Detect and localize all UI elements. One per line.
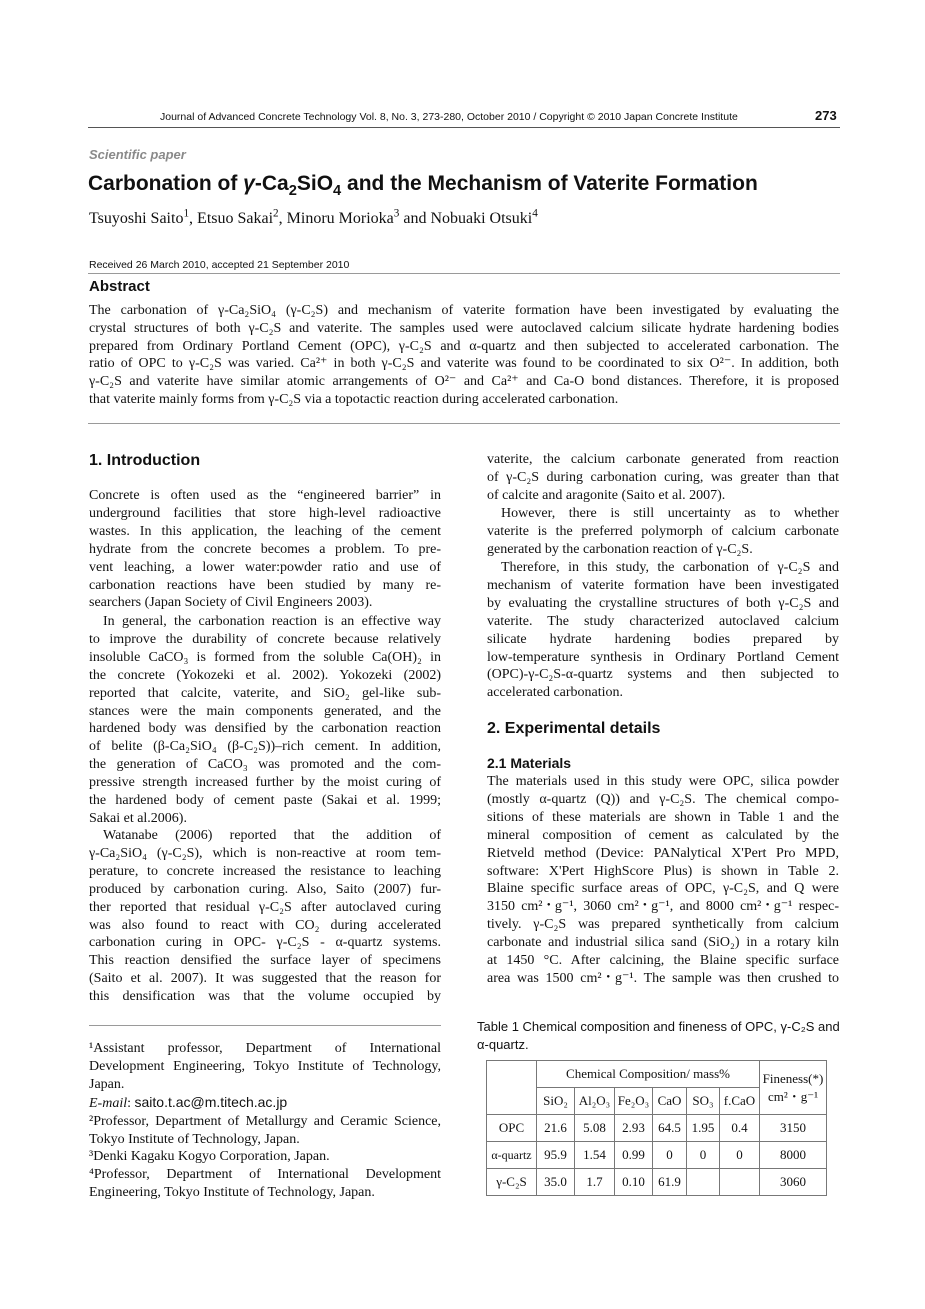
text-line: of belite (β-Ca₂SiO₄ (β-C₂S))–rich cement. In addition, [89, 739, 441, 755]
text-line: hardened body was densified by the carbonation reaction [89, 721, 441, 737]
text-line: mineral composition of cement as calculated by the [487, 827, 839, 843]
table-cell: 0.10 [615, 1169, 653, 1196]
text-line: vent leaching, a lower water:powder ratio and use of [89, 559, 441, 575]
section-heading-experimental: 2. Experimental details [487, 720, 661, 737]
paper-title: Carbonation of $\gamma-Ca_2SiO_4$ and the Mechanism of Vaterite Formation [88, 172, 758, 200]
footnote-divider [89, 1025, 441, 1026]
table-cell: 35.0 [537, 1169, 575, 1196]
text-line: sitions of these materials are shown in Table 1 and the [487, 809, 839, 825]
abstract-line: The carbonation of γ-Ca₂SiO₄ (γ-C₂S) and mechanism of vaterite formation have been investigated by evaluating the [89, 303, 839, 318]
table-cell: 1.95 [687, 1115, 720, 1142]
author: Minoru Morioka$^3$ [286, 207, 400, 227]
table-cell: 0 [720, 1142, 760, 1169]
section-heading-introduction: 1. Introduction [89, 452, 201, 469]
text-line: Therefore, in this study, the carbonation of γ-C₂S and [501, 560, 839, 575]
text-line: by evaluating the crystalline structures of both γ-C₂S and [487, 595, 839, 611]
abstract-body [89, 302, 839, 409]
text-line: underground facilities that store high-level radioactive [89, 505, 441, 521]
text-line: mechanism of vaterite formation have been investigated [487, 577, 839, 593]
table-cell: 1.7 [575, 1169, 615, 1196]
text-line: software: X'Pert HighScore Plus) is shown in Table 2. [487, 863, 839, 879]
table-cell: 0.99 [615, 1142, 653, 1169]
text-line: the hardened body of cement paste (Sakai et al. 1999; [89, 793, 441, 809]
text-line: reported that calcite, vaterite, and SiO₂ gel-like sub- [89, 685, 441, 701]
text-line: However, there is still uncertainty as to whether [501, 506, 839, 521]
text-line: γ-Ca₂SiO₄ (γ-C₂S), which is non-reactive at room tem- [89, 845, 441, 861]
text-line: vaterite is the preferred polymorph of calcium carbonate [487, 523, 839, 539]
table-column-header: CaO [653, 1088, 687, 1115]
table-cell: 64.5 [653, 1115, 687, 1142]
table-row [487, 1169, 827, 1196]
table-cell: 1.54 [575, 1142, 615, 1169]
text-line: low-temperature synthesis in Ordinary Portland Cement [487, 649, 839, 665]
text-line: Rietveld method (Device: PANalytical X'Pert Pro MPD, [487, 845, 839, 861]
table-cell: 0.4 [720, 1115, 760, 1142]
text-line: the concrete (Yokozeki et al. 2002). Yokozeki (2002) [89, 667, 441, 683]
text-line: silicate hydrate hardening bodies prepared by [487, 631, 839, 647]
text-line: carbonation reactions have been studied by many re- [89, 577, 441, 593]
text-line: this densification was that the volume occupied by [89, 989, 441, 1005]
abstract-bottom-divider [88, 423, 840, 424]
table-cell [720, 1169, 760, 1196]
header-divider [88, 127, 840, 128]
text-line: insoluble CaCO₃ is formed from the soluble Ca(OH)₂ in [89, 649, 441, 665]
page-number: 273 [815, 108, 837, 123]
table-group-header: Chemical Composition/ mass% [537, 1061, 760, 1088]
text-line: (Saito et al. 2007). It was suggested that the reason for [89, 971, 441, 987]
text-line: tively. γ-C₂S was prepared synthetically from calcium [487, 917, 839, 933]
text-line: area was 1500 cm²･g⁻¹. The sample was then crushed to [487, 970, 839, 986]
text-line: 3150 cm²･g⁻¹, 3060 cm²･g⁻¹, and 8000 cm²･g⁻¹ respec- [487, 899, 839, 915]
text-line: of calcite and aragonite (Saito et al. 2007). [487, 487, 726, 503]
table-row-label: α-quartz [487, 1142, 537, 1169]
table-cell [687, 1169, 720, 1196]
footnote-4: ⁴Professor, Department of International Development Engineering, Tokyo Institute of Technology, Japan. [89, 1167, 441, 1201]
abstract-line: that vaterite mainly forms from γ-C₂S via a topotactic reaction during accelerated carbonation. [89, 391, 619, 407]
table-cell: 61.9 [653, 1169, 687, 1196]
text-line: (OPC)-γ-C₂S-α-quartz systems and then subjected to [487, 667, 839, 683]
footnote-2: ²Professor, Department of Metallurgy and Ceramic Science, Tokyo Institute of Technology, Japan. [89, 1113, 441, 1147]
text-line: was also found to react with CO₂ during accelerated [89, 917, 441, 933]
table-row [487, 1115, 827, 1142]
right-paragraph-1 [487, 451, 839, 505]
text-line: Watanabe (2006) reported that the addition of [103, 828, 441, 843]
abstract-line: ratio of OPC to γ-C₂S was varied. Ca²⁺ in both γ-C₂S and vaterite was found to be coordinated to six O²⁻. In addition, both [89, 356, 839, 372]
text-line: Concrete is often used as the “engineered barrier” in [89, 488, 441, 503]
text-line: vaterite, the calcium carbonate generated from reaction [487, 452, 839, 467]
text-line: produced by carbonation curing. Also, Saito (2007) fur- [89, 881, 441, 897]
intro-paragraph-2 [89, 613, 441, 828]
intro-paragraph-1 [89, 487, 441, 612]
footnotes [89, 1040, 441, 1202]
author: Tsuyoshi Saito$^1$ [89, 207, 190, 227]
text-line: The materials used in this study were OPC, silica powder [487, 774, 839, 789]
email-link[interactable]: saito.t.ac@m.titech.ac.jp [134, 1093, 288, 1110]
abstract-heading: Abstract [89, 278, 150, 295]
table-fineness-header: Fineness(*) cm² ･ g⁻¹ [760, 1061, 827, 1115]
text-line: carbonation curing in OPC- γ-C₂S - α-quartz systems. [89, 935, 441, 951]
text-line: of γ-C₂S during carbonation curing, was greater than that [487, 469, 839, 485]
table-cell: 5.08 [575, 1115, 615, 1142]
text-line: searchers (Japan Society of Civil Engineers 2003). [89, 595, 373, 611]
footnote-email: E-mail: saito.t.ac@m.titech.ac.jp [89, 1093, 288, 1111]
table-column-header: SiO₂ [537, 1088, 575, 1115]
abstract-top-divider [88, 273, 840, 274]
table-cell: 95.9 [537, 1142, 575, 1169]
author: Nobuaki Otsuki$^4$ [430, 207, 538, 227]
abstract-line: crystal structures of both γ-C₂S and vaterite. The samples used were autoclaved calcium silicate hydrate hardening bodies [89, 320, 839, 336]
table-header-row [487, 1061, 827, 1088]
text-line: at 1450 °C. After calcining, the Blaine specific surface [487, 953, 839, 969]
table-column-header: SO₃ [687, 1088, 720, 1115]
table-1 [486, 1060, 827, 1196]
right-paragraph-3 [487, 559, 839, 702]
text-line: This reaction densified the surface layer of specimens [89, 953, 441, 969]
text-line: vaterite. The study characterized autoclaved calcium [487, 613, 839, 629]
text-line: Sakai et al.2006). [89, 810, 187, 826]
text-line: In general, the carbonation reaction is an effective way [103, 614, 441, 629]
text-line: the generation of CaCO₃ was promoted and the com- [89, 757, 441, 773]
text-line: Blaine specific surface areas of OPC, γ-C₂S, and Q were [487, 881, 839, 897]
subsection-heading-materials: 2.1 Materials [487, 755, 572, 771]
table-column-header: f.CaO [720, 1088, 760, 1115]
table-row [487, 1142, 827, 1169]
paper-type: Scientific paper [89, 147, 186, 162]
table-cell-fineness: 3150 [760, 1115, 827, 1142]
text-line: ther reported that residual γ-C₂S after autoclaved curing [89, 899, 441, 915]
text-line: to improve the durability of concrete because relatively [89, 631, 441, 647]
table-cell-fineness: 8000 [760, 1142, 827, 1169]
footnote-1: ¹Assistant professor, Department of International Development Engineering, Tokyo Institute of Technology, Japan. [89, 1041, 441, 1092]
text-line: generated by the carbonation reaction of γ-C₂S. [487, 541, 753, 557]
received-date: Received 26 March 2010, accepted 21 September 2010 [89, 259, 350, 271]
text-line: hydrate from the concrete becomes a problem. To pre- [89, 541, 441, 557]
footnote-3: ³Denki Kagaku Kogyo Corporation, Japan. [89, 1149, 330, 1165]
intro-paragraph-3 [89, 827, 441, 1006]
table-column-header: Fe₂O₃ [615, 1088, 653, 1115]
table-column-header: Al₂O₃ [575, 1088, 615, 1115]
table-1-caption: Table 1 Chemical composition and fineness of OPC, γ-C₂S and α-quartz. [477, 1019, 840, 1052]
abstract-line: γ-C₂S and vaterite have similar atomic arrangements of O²⁻ and Ca²⁺ and Ca-O bond distances. Therefore, it is proposed [89, 374, 839, 390]
table-corner-cell [487, 1061, 537, 1115]
table-row-label: OPC [487, 1115, 537, 1142]
table-cell: 21.6 [537, 1115, 575, 1142]
text-line: carbonate and industrial silica sand (SiO₂) in a rotary kiln [487, 935, 839, 951]
table-cell: 0 [653, 1142, 687, 1169]
text-line: (mostly α-quartz (Q)) and γ-C₂S. The chemical compo- [487, 791, 839, 807]
table-cell: 0 [687, 1142, 720, 1169]
author: Etsuo Sakai$^2$ [197, 207, 279, 227]
text-line: pressive strength increased further by the moist curing of [89, 775, 441, 791]
text-line: accelerated carbonation. [487, 685, 624, 701]
table-cell: 2.93 [615, 1115, 653, 1142]
running-header: Journal of Advanced Concrete Technology Vol. 8, No. 3, 273-280, October 2010 / Copyright © 2010 Japan Concrete Institute [160, 111, 738, 123]
table-row-label: γ-C₂S [487, 1169, 537, 1196]
text-line: perature, to concrete increased the resistance to leaching [89, 863, 441, 879]
text-line: wastes. In this application, the leaching of the cement [89, 523, 441, 539]
right-paragraph-2 [487, 505, 839, 559]
table-cell-fineness: 3060 [760, 1169, 827, 1196]
text-line: stances were the main components generated, and the [89, 703, 441, 719]
materials-paragraph [487, 773, 839, 988]
abstract-line: prepared from Ordinary Portland Cement (OPC), γ-C₂S and α-quartz and then subjected to accelerated carbonation. The [89, 338, 839, 354]
author-list: Tsuyoshi Saito$^1$, Etsuo Sakai$^2$, Minoru Morioka$^3$ and Nobuaki Otsuki$^4$ [89, 207, 538, 227]
